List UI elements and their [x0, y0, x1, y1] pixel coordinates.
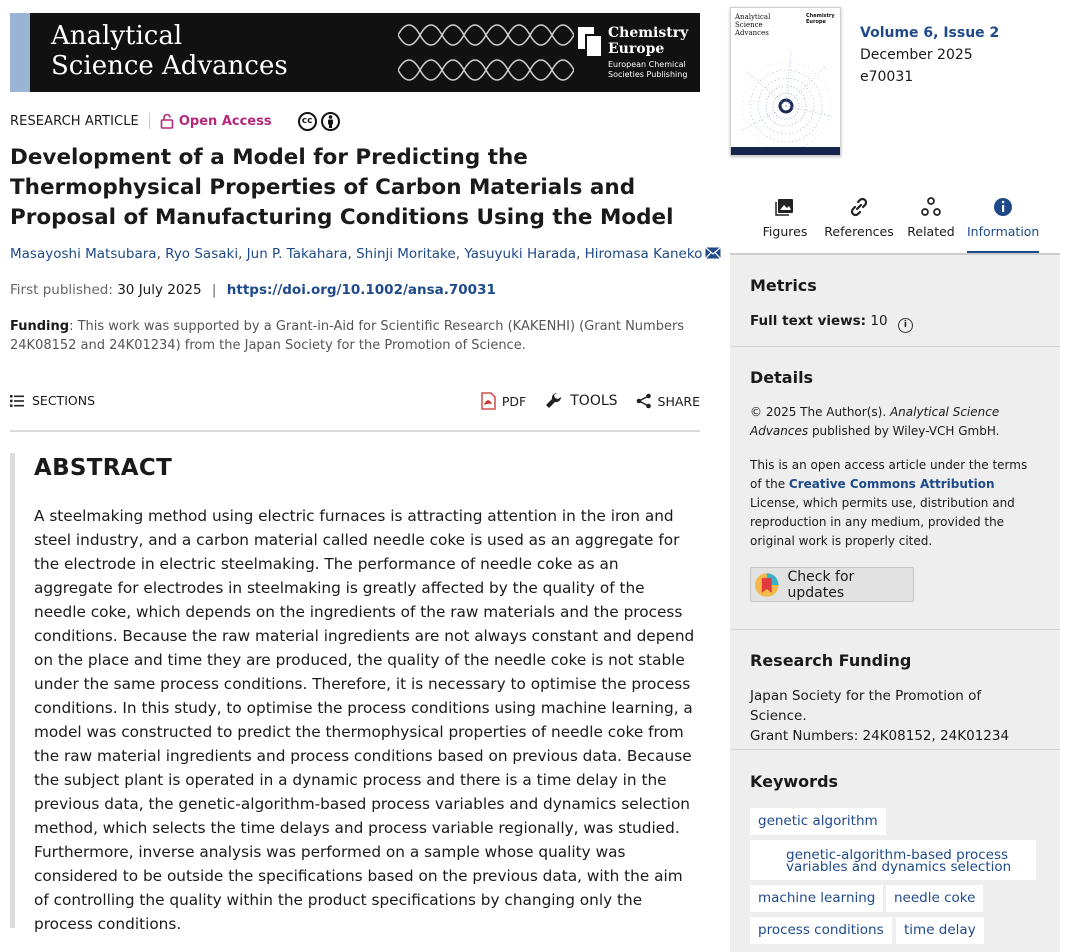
keyword-tag[interactable]: process conditions [750, 917, 892, 944]
author-link[interactable]: Masayoshi Matsubara [10, 246, 157, 262]
funder-name: Japan Society for the Promotion of Science. [750, 688, 982, 724]
pdf-button[interactable] [481, 392, 526, 410]
research-funding-heading: Research Funding [750, 651, 912, 670]
by-icon[interactable] [321, 112, 340, 131]
keyword-tag[interactable]: genetic algorithm [750, 808, 886, 835]
tab-related-label: Related [907, 224, 955, 239]
author-separator: , [238, 246, 247, 262]
pdf-label: PDF [501, 393, 527, 409]
first-published-label: First published: [10, 282, 113, 298]
author-link[interactable]: Jun P. Takahara [246, 246, 348, 262]
author-separator: , [455, 246, 465, 262]
publisher-name-line2: Europe [608, 41, 665, 57]
info-icon [992, 196, 1014, 218]
cover-artwork [731, 46, 841, 148]
pdf-icon [481, 392, 496, 410]
license-text [750, 456, 1040, 551]
chemistry-europe-icon [578, 27, 602, 57]
funding-label: Funding [10, 319, 70, 334]
information-panel [730, 255, 1060, 952]
cover-title-line1: Analytical [735, 13, 771, 21]
cover-title-line3: Advances [735, 29, 769, 37]
author-link[interactable]: Shinji Moritake [356, 246, 456, 262]
tab-references-label: References [824, 224, 894, 239]
research-funding-section [730, 630, 1060, 750]
chemistry-europe-logo [578, 25, 696, 85]
issue-volume-link[interactable]: Volume 6, Issue 2 [860, 25, 1000, 41]
funding-text: : This work was supported by a Grant-in-Aid for Scientific Research (KAKENHI) (Grant Numbers 24K08152 and 24K01234) from the Japan Society for the Promotion of Science. [10, 319, 685, 353]
publication-row [10, 282, 496, 298]
mail-icon[interactable] [705, 247, 721, 259]
publisher-name-line1: Chemistry [608, 25, 689, 41]
article-title: Development of a Model for Predicting the Thermophysical Properties of Carbon Materials and Proposal of Manufacturing Conditions Using the Model [10, 145, 674, 230]
related-icon [920, 196, 942, 218]
copyright-text [750, 403, 1040, 441]
keywords-heading: Keywords [750, 772, 839, 791]
views-value: 10 [870, 313, 888, 329]
details-section [730, 347, 1060, 630]
article-toolbar [10, 388, 700, 416]
views-label: Full text views: [750, 313, 867, 329]
cover-footer-band [731, 147, 841, 155]
pub-separator: | [211, 282, 217, 298]
abstract-body: A steelmaking method using electric furnaces is attracting attention in the iron and steel industry, and a carbon material called needle coke is used as an aggregate for the electrode in electric steelmaking. The performance of needle coke as an aggregate for electrodes in steelmaking is greatly affected by the quality of the needle coke, which depends on the ingredients of the raw materials and the process conditions. Because the raw material ingredients are not always constant and depend on the place and time they are produced, the quality of the needle coke is not stable under the same process conditions. Therefore, it is necessary to optimise the process conditions. In this study, to optimise the process conditions using machine learning, a model was constructed to predict the thermophysical properties of needle coke from the raw material ingredients and process conditions based on previous data. Because the subject plant is operated in a dynamic process and there is a time delay in the previous data, the genetic-algorithm-based process variables and dynamics selection method, which selects the time delays and process variable regionally, was studied. Furthermore, inverse analysis was performed on a sample whose quality was considered to be outside the specifications based on the previous data, with the aim of controlling the quality within the product specifications by changing only the process conditions. [34, 507, 695, 933]
link-icon [848, 196, 870, 218]
toolbar-actions [463, 391, 700, 411]
share-icon [636, 393, 652, 409]
check-updates-label: Check for updates [787, 568, 855, 601]
cover-title [735, 13, 770, 37]
funding-statement [10, 317, 700, 355]
issue-date: December 2025 [860, 47, 973, 63]
share-button[interactable] [636, 393, 700, 409]
tab-references[interactable] [824, 192, 894, 252]
journal-title-line2: Science Advances [51, 51, 288, 81]
tools-label: TOOLS [570, 393, 618, 409]
details-heading: Details [750, 368, 814, 387]
tab-information[interactable] [967, 192, 1039, 252]
keywords-section [730, 750, 1060, 952]
doi-link[interactable]: https://doi.org/10.1002/ansa.70031 [226, 282, 496, 298]
funding-details [750, 686, 1040, 746]
article-tabs [730, 192, 1060, 254]
metrics-heading: Metrics [750, 276, 817, 295]
views-info-icon[interactable]: i [898, 318, 913, 333]
share-label: SHARE [657, 393, 700, 409]
creative-commons-link[interactable]: Creative Commons Attribution [788, 477, 995, 491]
author-link[interactable]: Yasuyuki Harada [464, 246, 577, 262]
open-lock-icon [160, 113, 174, 129]
cover-title-line2: Science [735, 21, 763, 29]
author-link[interactable]: Hiromasa Kaneko [584, 246, 703, 262]
journal-title-line1: Analytical [51, 21, 183, 51]
article-type: RESEARCH ARTICLE [10, 113, 139, 129]
journal-title [51, 21, 288, 81]
toolbar-divider [10, 430, 700, 432]
article-number: e70031 [860, 69, 914, 85]
tab-figures-label: Figures [762, 224, 808, 239]
publisher-sub-line1: European Chemical [608, 60, 686, 69]
journal-cover-thumbnail[interactable] [730, 7, 841, 156]
image-icon [774, 196, 796, 218]
issue-info [860, 22, 999, 88]
metrics-section [730, 255, 1060, 347]
publisher-sub-line2: Societies Publishing [608, 70, 688, 79]
keyword-tag[interactable]: needle coke [886, 885, 983, 912]
tab-information-label: Information [967, 224, 1040, 239]
tab-related[interactable] [902, 192, 960, 252]
author-separator: , [156, 246, 166, 262]
wrench-icon [544, 391, 564, 411]
publisher-subtitle [608, 60, 687, 80]
keyword-tag[interactable]: machine learning [750, 885, 883, 912]
banner-wave-pattern [398, 13, 574, 92]
full-text-views [750, 312, 1040, 333]
license-icons[interactable] [298, 112, 340, 131]
tab-figures[interactable] [752, 192, 818, 252]
tools-button[interactable] [544, 391, 617, 411]
copyright-journal: Analytical Science Advances [750, 405, 1000, 438]
first-published-date: 30 July 2025 [117, 282, 202, 298]
cc-icon[interactable]: cc [298, 112, 317, 131]
publisher-name [608, 25, 688, 57]
abstract-heading: ABSTRACT [34, 455, 173, 481]
list-icon [10, 395, 24, 407]
sections-button[interactable] [10, 393, 95, 408]
sections-label: SECTIONS [32, 393, 96, 408]
journal-banner[interactable] [10, 13, 700, 92]
keyword-tag[interactable]: time delay [896, 917, 984, 944]
crossmark-icon [754, 572, 780, 598]
keyword-tag[interactable]: genetic-algorithm-based process variables and dynamics selection [750, 840, 1036, 880]
abstract-side-bar [10, 453, 15, 928]
author-list [10, 246, 705, 262]
cover-brand: Chemistry Europe [806, 13, 835, 25]
meta-divider [149, 113, 150, 129]
license-prefix: This is an open access article under the terms of the [750, 458, 1028, 491]
license-suffix: License, which permits use, distribution and reproduction in any medium, provided the original work is properly cited. [750, 496, 1015, 548]
author-separator: , [576, 246, 585, 262]
check-for-updates-button[interactable] [750, 567, 914, 602]
open-access-label[interactable]: Open Access [178, 113, 272, 129]
article-meta-row [10, 110, 340, 132]
author-link[interactable]: Ryo Sasaki [165, 246, 239, 262]
grant-numbers: Grant Numbers: 24K08152, 24K01234 [750, 728, 1010, 744]
copyright-suffix: published by Wiley-VCH GmbH. [808, 424, 1000, 438]
author-separator: , [347, 246, 357, 262]
banner-stripe [10, 13, 30, 92]
copyright-prefix: © 2025 The Author(s). [750, 405, 890, 419]
person-icon [325, 115, 336, 128]
